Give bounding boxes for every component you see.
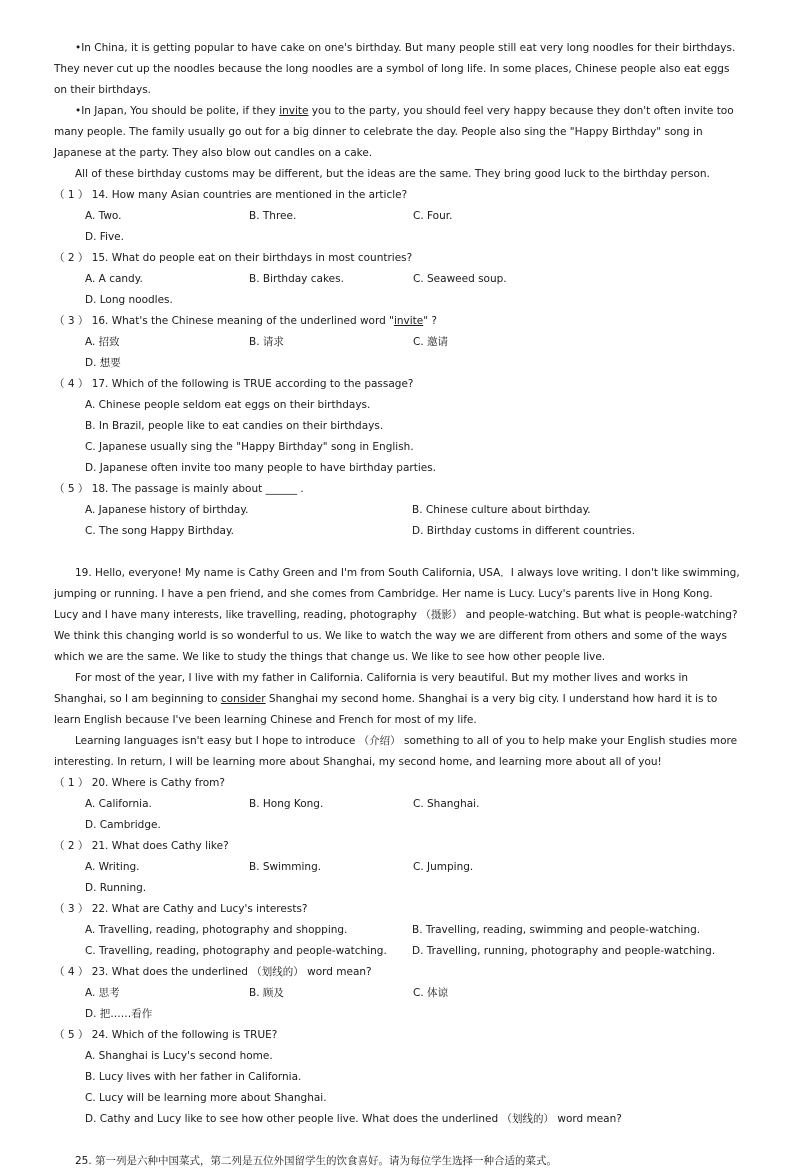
option-b: B. Birthday cakes. [249, 273, 344, 285]
question-24-options [54, 1046, 740, 1130]
option-d: D. Travelling, running, photography and people-watching. [412, 945, 716, 957]
option-b: B. Lucy lives with her father in California. [85, 1071, 302, 1083]
question-15-options [54, 269, 740, 311]
option-d: D. 想要 [85, 357, 121, 369]
option-d: D. Cambridge. [85, 819, 161, 831]
option-c: C. Jumping. [413, 861, 474, 873]
option-a: A. Shanghai is Lucy's second home. [85, 1050, 273, 1062]
passage1-china: •In China, it is getting popular to have cake on one's birthday. But many people still eat very long noodles for their birthdays. They never cut up the noodles because the long noodles are a symbol of long life. In some places, Chinese people also eat eggs on their birthdays. [54, 42, 736, 96]
question-17-stem: （ 4 ） 17. Which of the following is TRUE according to the passage? [54, 378, 414, 390]
question-25-stem: 25. 第一列是六种中国菜式，第二列是五位外国留学生的饮食喜好。请为每位学生选择一种合适的菜式。 [75, 1155, 558, 1167]
option-c: C. 体谅 [413, 987, 449, 999]
option-a: A. Two. [85, 210, 122, 222]
question-14-options [54, 206, 740, 248]
option-d: D. 把……看作 [85, 1008, 153, 1020]
option-b: B. Chinese culture about birthday. [412, 504, 591, 516]
option-c: C. 邀请 [413, 336, 449, 348]
question-20-stem: （ 1 ） 20. Where is Cathy from? [54, 777, 225, 789]
question-21-stem: （ 2 ） 21. What does Cathy like? [54, 840, 229, 852]
option-a: A. Japanese history of birthday. [85, 504, 249, 516]
option-c: C. Four. [413, 210, 453, 222]
section-spacer [54, 542, 740, 563]
option-d: D. Five. [85, 231, 124, 243]
option-b: B. Travelling, reading, swimming and people-watching. [412, 924, 701, 936]
option-b: B. Three. [249, 210, 297, 222]
underlined-word-invite: invite [279, 105, 309, 117]
option-c: C. Travelling, reading, photography and people-watching. [85, 945, 387, 957]
passage1-japan: •In Japan, You should be polite, if they invite you to the party, you should feel very happy because they don't often invite too many people. The family usually go out for a big dinner to celebrate the day. People also sing the "Happy Birthday" song in Japanese at the party. They also blow out candles on a cake. [54, 105, 734, 159]
question-22-options [54, 920, 740, 962]
option-d: D. Long noodles. [85, 294, 173, 306]
question-16-options [54, 332, 740, 374]
question-24-stem: （ 5 ） 24. Which of the following is TRUE? [54, 1029, 278, 1041]
question-20-options [54, 794, 740, 836]
option-b: B. 请求 [249, 336, 284, 348]
question-14-stem: （ 1 ） 14. How many Asian countries are mentioned in the article? [54, 189, 408, 201]
option-a: A. A candy. [85, 273, 143, 285]
option-d: D. Birthday customs in different countries. [412, 525, 636, 537]
option-b: B. Hong Kong. [249, 798, 324, 810]
passage2-second: For most of the year, I live with my father in California. California is very beautiful. But my mother lives and works in Shanghai, so I am beginning to consider Shanghai my second home. Shanghai is a very big city. I understand how hard it is to learn English because I've been learning Chinese and French for most of my life. [54, 672, 718, 726]
option-b: B. 顾及 [249, 987, 284, 999]
option-a: A. 思考 [85, 987, 120, 999]
passage2-third: Learning languages isn't easy but I hope to introduce （介绍） something to all of you to help make your English studies more interesting. In return, I will be learning more about Shanghai, my second home, and learning more about all of you! [54, 735, 738, 768]
option-d: D. Japanese often invite too many people to have birthday parties. [85, 462, 437, 474]
option-c: C. Japanese usually sing the "Happy Birthday" song in English. [85, 441, 414, 453]
option-d: D. Cathy and Lucy like to see how other people live. What does the underlined （划线的） word mean? [85, 1113, 622, 1125]
option-b: B. Swimming. [249, 861, 322, 873]
option-c: C. Lucy will be learning more about Shanghai. [85, 1092, 327, 1104]
option-c: C. Seaweed soup. [413, 273, 507, 285]
option-b: B. In Brazil, people like to eat candies on their birthdays. [85, 420, 384, 432]
option-c: C. Shanghai. [413, 798, 480, 810]
question-23-stem: （ 4 ） 23. What does the underlined （划线的） word mean? [54, 966, 372, 978]
question-16-stem: （ 3 ） 16. What's the Chinese meaning of the underlined word "invite" ? [54, 315, 437, 327]
passage1-conclusion: All of these birthday customs may be different, but the ideas are the same. They bring good luck to the birthday person. [75, 168, 710, 180]
option-a: A. 招致 [85, 336, 120, 348]
question-21-options [54, 857, 740, 899]
question-18-stem: （ 5 ） 18. The passage is mainly about ______ . [54, 483, 304, 495]
option-a: A. Travelling, reading, photography and shopping. [85, 924, 348, 936]
option-c: C. The song Happy Birthday. [85, 525, 234, 537]
section-spacer [54, 1130, 740, 1151]
question-15-stem: （ 2 ） 15. What do people eat on their birthdays in most countries? [54, 252, 413, 264]
document-page [54, 38, 740, 1172]
option-a: A. Chinese people seldom eat eggs on their birthdays. [85, 399, 371, 411]
option-d: D. Running. [85, 882, 147, 894]
question-23-options [54, 983, 740, 1025]
underlined-word-consider: consider [220, 693, 266, 705]
question-18-options [54, 500, 740, 542]
passage2-intro: 19. Hello, everyone! My name is Cathy Green and I'm from South California, USA．I always love writing. I don't like swimming, jumping or running. I have a pen friend, and she comes from Cambridge. Her name is Lucy. Lucy's parents live in Hong Kong. Lucy and I have many interests, like travelling, reading, photography （摄影） and people-watching. But what is people-watching? We think this changing world is so wonderful to us. We like to watch the way we are different from others and some of the ways which we are the same. We like to study the things that change us. We like to see how other people live. [54, 567, 740, 663]
question-22-stem: （ 3 ） 22. What are Cathy and Lucy's interests? [54, 903, 308, 915]
option-a: A. Writing. [85, 861, 140, 873]
underlined-word-invite: invite [393, 315, 424, 327]
question-17-options [54, 395, 740, 479]
option-a: A. California. [85, 798, 152, 810]
